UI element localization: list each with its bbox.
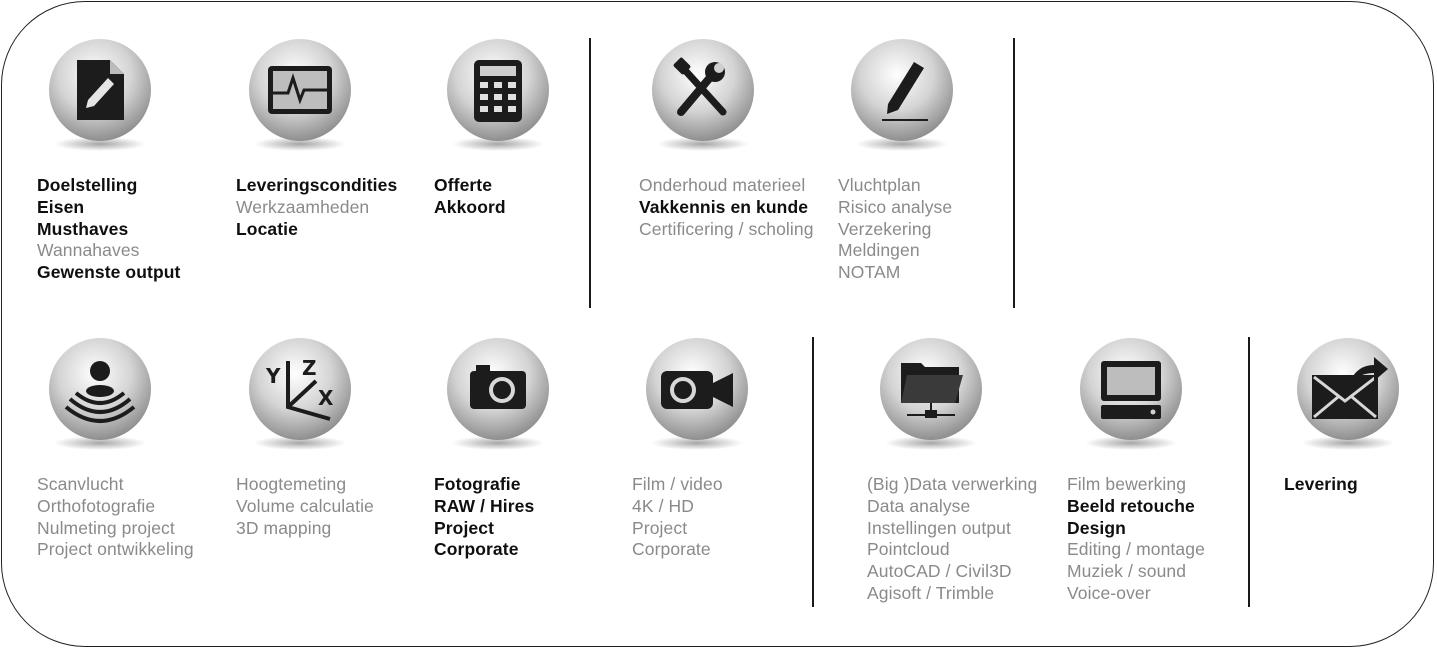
document-pen-icon [48,38,152,156]
list-item: Doelstelling [37,175,138,195]
axis-label-y: Y [266,364,281,388]
list-item: Akkoord [434,196,506,217]
network-folder-icon [879,337,983,455]
list-item: Locatie [236,218,298,239]
list-item: Beeld retouche [1067,495,1195,516]
pencil-icon [850,38,954,156]
list-item: Data analyse [867,495,971,516]
divider [589,38,591,308]
list-item: Wannahaves [37,240,140,261]
list-item: Muziek / sound [1067,561,1187,582]
axis-label-x: X [318,386,334,410]
list-item: 4K / HD [632,495,694,516]
divider [812,337,814,607]
list-item: Film / video [632,474,723,494]
camera-icon [446,337,550,455]
video-camera-icon [645,337,749,455]
list-item: Offerte [434,175,493,195]
text-block-offerte [434,175,506,219]
list-item: Risico analyse [838,196,953,217]
list-item: Corporate [434,539,519,560]
list-item: Certificering / scholing [639,218,814,239]
text-block-fotografie [434,474,534,561]
text-block-film-video [632,474,723,561]
list-item: Scanvlucht [37,474,124,494]
list-item: Werkzaamheden [236,196,370,217]
list-item: Eisen [37,196,85,217]
text-block-data-verwerking [867,474,1037,605]
calculator-icon [446,38,550,156]
list-item: Corporate [632,539,711,560]
list-item: Project ontwikkeling [37,539,194,560]
list-item: Nulmeting project [37,517,175,538]
list-item: AutoCAD / Civil3D [867,561,1012,582]
list-item: Pointcloud [867,539,950,560]
list-item: Volume calculatie [236,495,374,516]
mail-forward-icon [1296,337,1400,455]
list-item: Editing / montage [1067,539,1205,560]
list-item: RAW / Hires [434,495,535,516]
monitor-graph-icon [248,38,352,156]
list-item: Levering [1284,474,1358,494]
list-item: Fotografie [434,474,521,494]
list-item: Onderhoud materieel [639,175,806,195]
list-item: Project [632,517,688,538]
text-block-levering [1284,474,1358,496]
list-item: Agisoft / Trimble [867,582,995,603]
divider [1013,38,1015,308]
text-block-hoogtemeting [236,474,374,539]
text-block-vluchtplan [838,175,952,284]
list-item: Orthofotografie [37,495,156,516]
list-item: Hoogtemeting [236,474,347,494]
list-item: Vluchtplan [838,175,921,195]
text-block-onderhoud [639,175,814,240]
scan-signal-icon [48,337,152,455]
list-item: Vakkennis en kunde [639,196,809,217]
list-item: Verzekering [838,218,932,239]
list-item: Voice-over [1067,582,1151,603]
list-item: Project [434,517,495,538]
list-item: (Big )Data verwerking [867,474,1038,494]
text-block-doelstelling [37,175,180,284]
list-item: 3D mapping [236,517,332,538]
list-item: Musthaves [37,218,129,239]
axis-label-z: Z [302,356,317,380]
list-item: Gewenste output [37,262,181,283]
list-item: Instellingen output [867,517,1011,538]
list-item: Leveringscondities [236,175,398,195]
list-item: NOTAM [838,262,901,283]
computer-icon [1079,337,1183,455]
list-item: Film bewerking [1067,474,1187,494]
list-item: Design [1067,517,1126,538]
tools-icon [651,38,755,156]
list-item: Meldingen [838,240,920,261]
text-block-scanvlucht [37,474,194,561]
text-block-film-bewerking [1067,474,1205,605]
divider [1248,337,1250,607]
text-block-leveringscondities [236,175,397,240]
xyz-axes-icon [248,337,352,455]
